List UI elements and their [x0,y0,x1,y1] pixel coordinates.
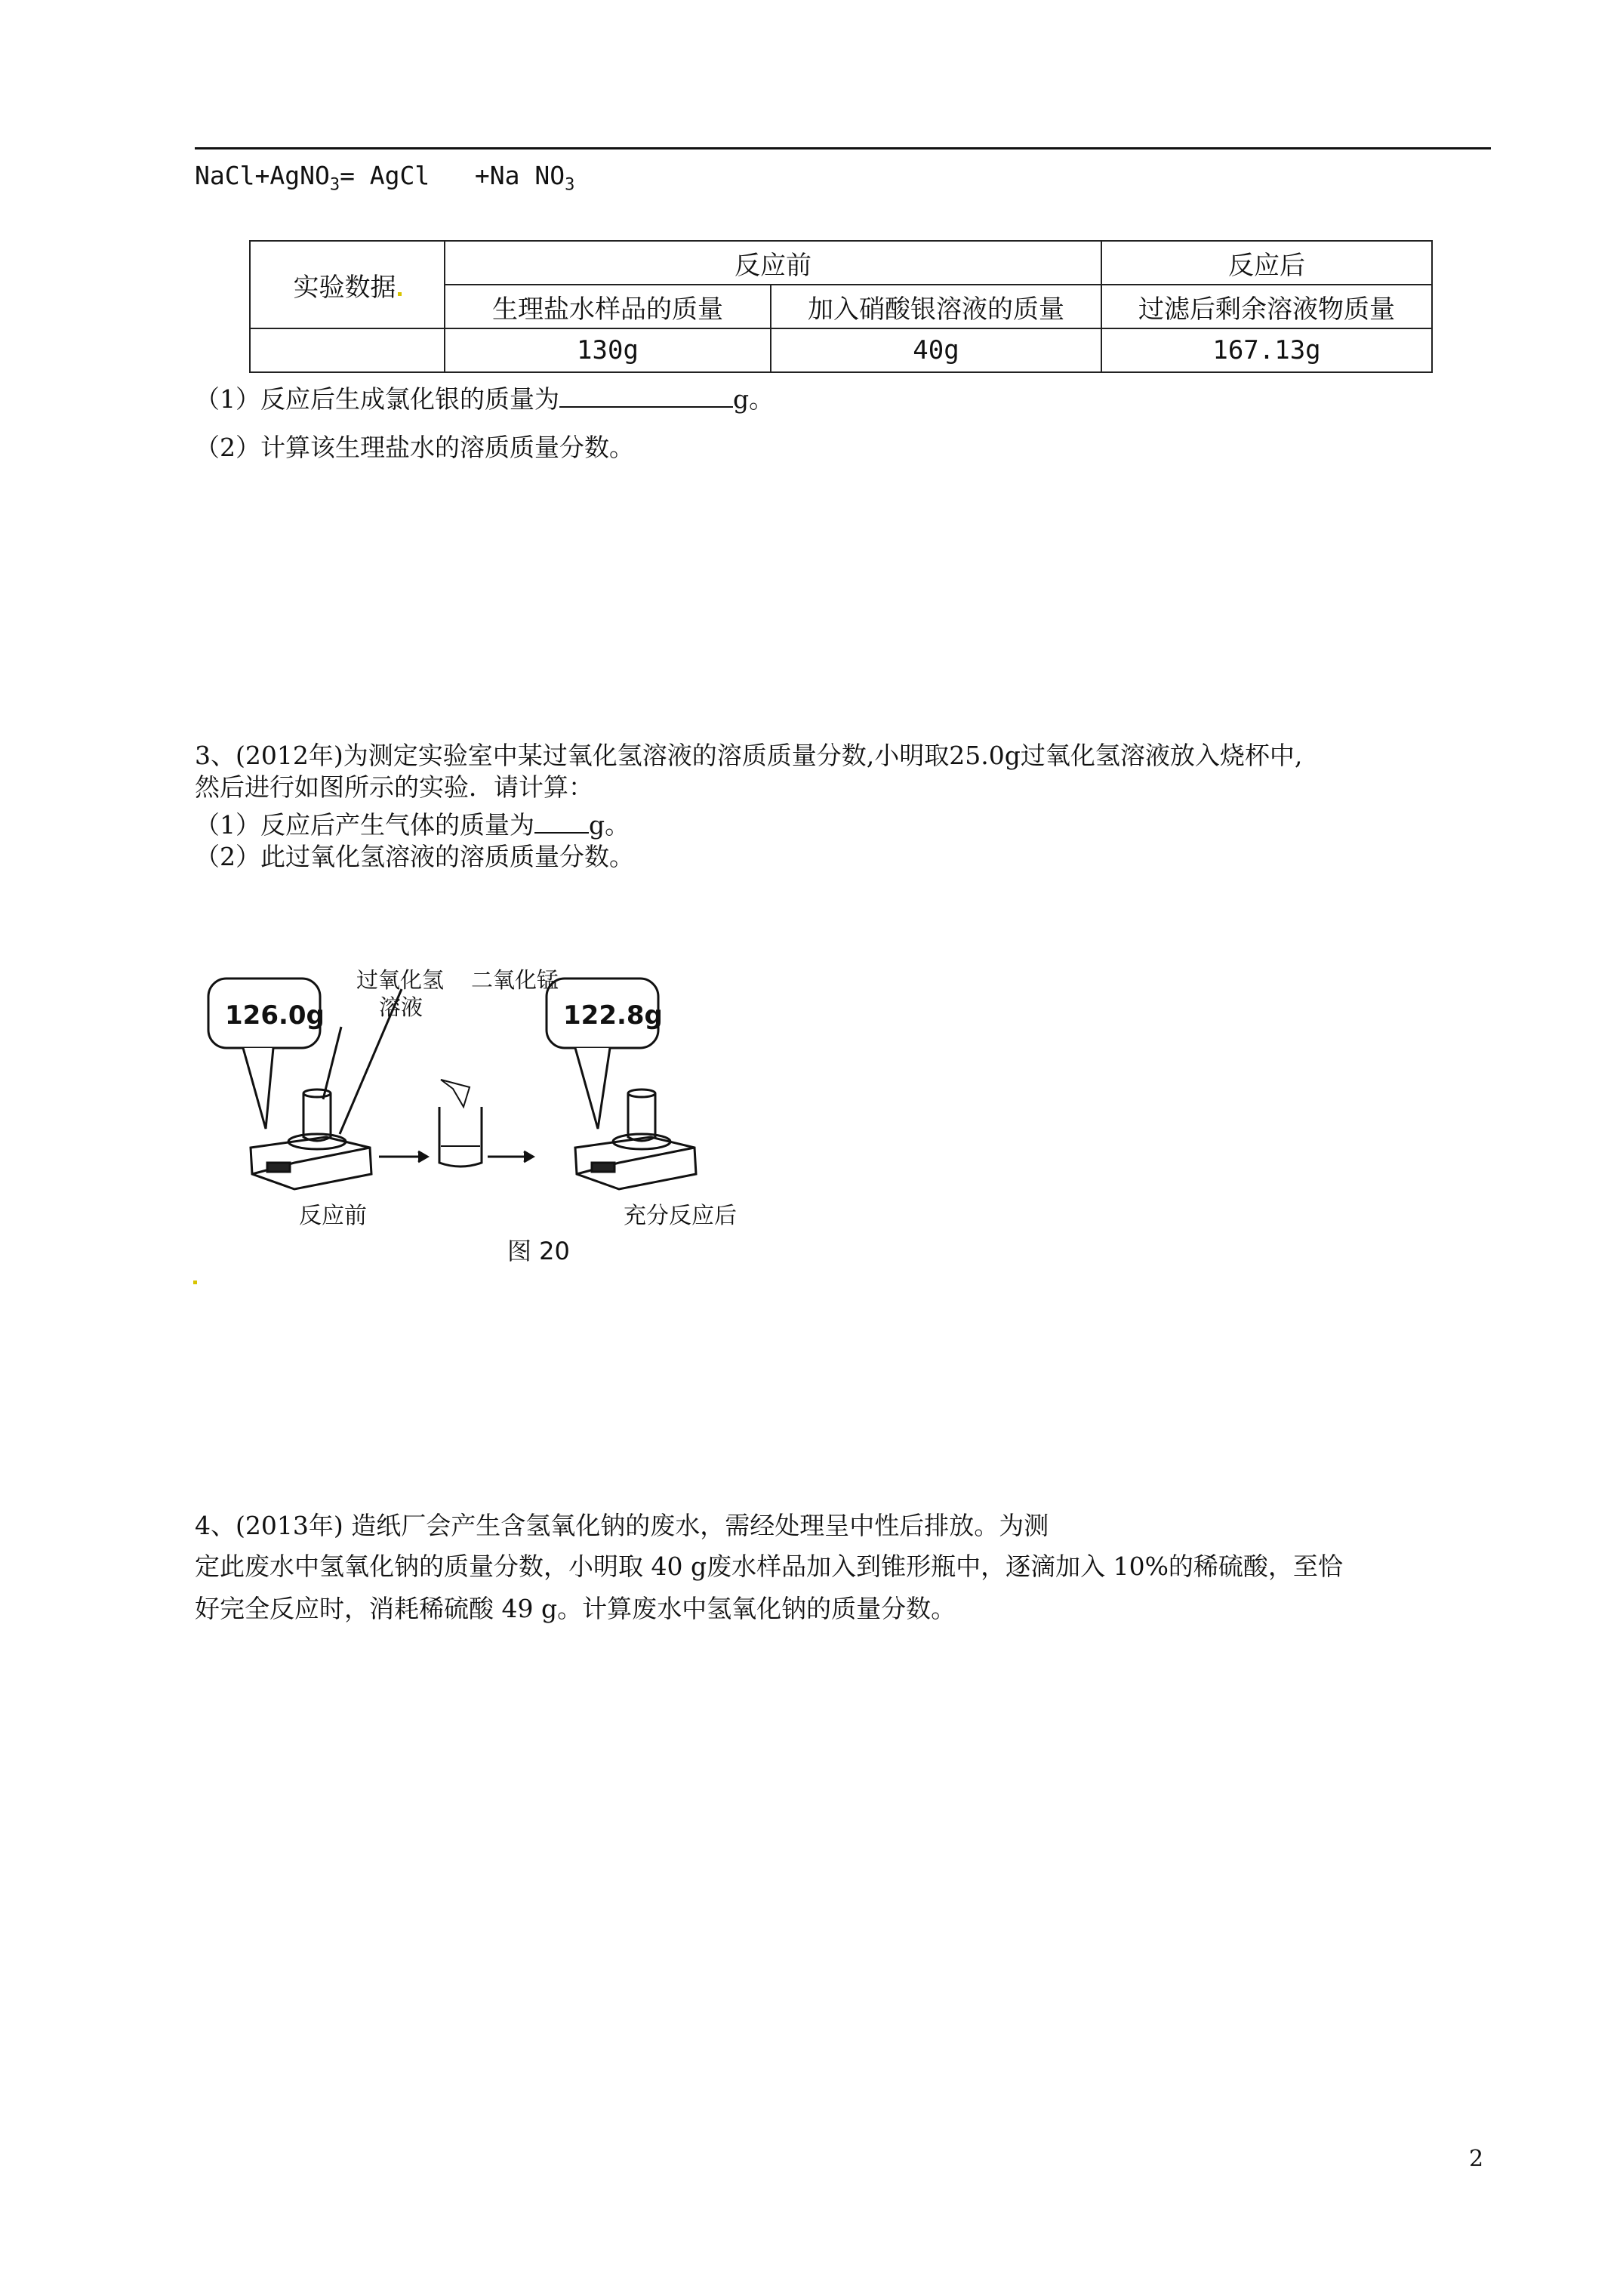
col-sample-mass: 生理盐水样品的质量 [445,285,771,328]
row-label-cell: 实验数据 [250,241,445,328]
caption-after: 充分反应后 [624,1203,737,1229]
header-after: 反应后 [1101,241,1432,285]
experiment-data-table [249,240,1433,373]
label-mno2: 二氧化锰 [471,967,559,993]
q3-sub2: （2）此过氧化氢溶液的溶质质量分数。 [195,842,634,871]
val-remaining-mass: 167.13g [1101,328,1432,372]
q4-line3: 好完全反应时，消耗稀硫酸 49 g。计算废水中氢氧化钠的质量分数。 [195,1594,956,1623]
answer-blank[interactable] [559,379,733,408]
figure-20-balance-experiment [198,959,802,1284]
header-before: 反应前 [445,241,1101,285]
q4-line1: 4、(2013年) 造纸厂会产生含氢氧化钠的废水，需经处理呈中性后排放。为测 [195,1511,1049,1540]
q4-line2: 定此废水中氢氧化钠的质量分数，小明取 40 g废水样品加入到锥形瓶中，逐滴加入 10%的稀硫酸，至恰 [195,1552,1343,1581]
mass-before-readout: 126.0g [225,1000,325,1031]
header-rule [195,147,1491,149]
page-number: 2 [1469,2146,1484,2172]
answer-blank[interactable] [534,805,589,834]
label-h2o2-line1: 过氧化氢 [356,967,445,993]
q2-sub2: （2）计算该生理盐水的溶质质量分数。 [195,433,634,462]
reaction-equation: NaCl+AgNO$_3$= AgCl +Na $NO_3$ [195,161,575,195]
stray-mark [193,1281,197,1284]
mass-after-readout: 122.8g [563,1000,663,1031]
label-h2o2-line2: 溶液 [379,994,423,1020]
caption-before: 反应前 [299,1203,367,1229]
q3-sub1: （1）反应后产生气体的质量为 g。 [195,805,630,843]
q3-line2: 然后进行如图所示的实验．请计算： [195,772,593,802]
val-sample-mass: 130g [445,328,771,372]
col-remaining-mass: 过滤后剩余溶液物质量 [1101,285,1432,328]
q2-sub1: （1）反应后生成氯化银的质量为 g。 [195,379,774,417]
col-silver-nitrate-mass: 加入硝酸银溶液的质量 [771,285,1101,328]
val-silver-nitrate-mass: 40g [771,328,1101,372]
figure-title: 图 20 [507,1237,570,1265]
q3-line1: 3、(2012年)为测定实验室中某过氧化氢溶液的溶质质量分数,小明取25.0g过氧化氢溶液放入烧杯中, [195,741,1303,770]
